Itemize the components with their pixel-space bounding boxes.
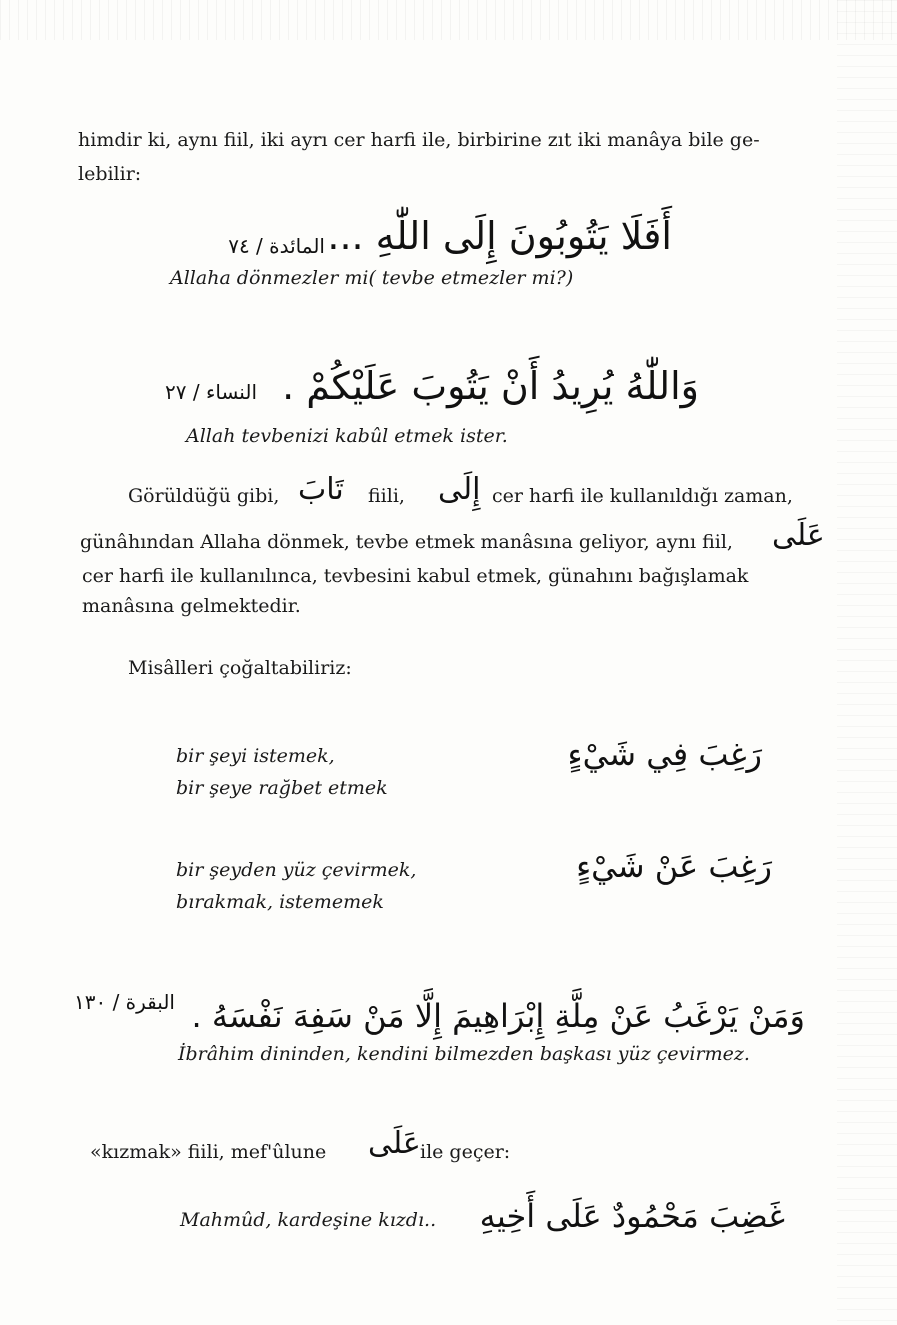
- paragraph-line-5: Misâlleri çoğaltabiliriz:: [128, 657, 352, 679]
- paragraph-line-1a: Görüldüğü gibi,: [128, 485, 280, 507]
- arabic-inline-ala-2: عَلَى: [368, 1126, 421, 1161]
- paragraph-line-6a: «kızmak» fiili, mef'ûlune: [90, 1141, 327, 1163]
- arabic-example-1-ref: المائدة / ٧٤: [228, 234, 325, 258]
- misal-1-line-2: bir şeye rağbet etmek: [176, 777, 388, 799]
- translation-4: Mahmûd, kardeşine kızdı..: [180, 1209, 437, 1231]
- translation-3: İbrâhim dininden, kendini bilmezden başkası yüz çevirmez.: [178, 1043, 750, 1065]
- misal-1-arabic: رَغِبَ فِي شَيْءٍ: [567, 735, 762, 773]
- text-line-1: himdir ki, aynı fiil, iki ayrı cer harfi ile, birbirine zıt iki manâya bile ge-: [78, 129, 760, 151]
- arabic-example-3-ref: البقرة / ١٣٠: [73, 990, 175, 1014]
- arabic-example-4: غَضِبَ مَحْمُودٌ عَلَى أَخِيهِ: [479, 1197, 785, 1235]
- paragraph-line-3: cer harfi ile kullanılınca, tevbesini kabul etmek, günahını bağışlamak: [82, 565, 749, 587]
- arabic-inline-ala: عَلَى: [772, 518, 825, 553]
- misal-1-line-1: bir şeyi istemek,: [176, 745, 335, 767]
- arabic-example-2: وَاللّٰهُ يُرِيدُ أَنْ يَتُوبَ عَلَيْكُمْ .: [282, 364, 699, 408]
- arabic-example-1: [327, 212, 672, 260]
- arabic-inline-tab: تَابَ: [298, 472, 344, 507]
- scan-noise-top: [0, 0, 897, 40]
- text-line-2: lebilir:: [78, 163, 142, 185]
- translation-1: Allaha dönmezler mi( tevbe etmezler mi?): [170, 267, 574, 289]
- translation-2: Allah tevbenizi kabûl etmek ister.: [186, 425, 508, 447]
- misal-2-line-2: bırakmak, istememek: [176, 891, 384, 913]
- paragraph-line-1c: cer harfi ile kullanıldığı zaman,: [492, 485, 793, 507]
- scan-noise-right: [837, 0, 897, 1325]
- misal-2-arabic: رَغِبَ عَنْ شَيْءٍ: [576, 847, 772, 885]
- paragraph-line-4: manâsına gelmektedir.: [82, 595, 301, 617]
- arabic-inline-ila: إِلَى: [438, 472, 481, 507]
- misal-2-line-1: bir şeyden yüz çevirmek,: [176, 859, 417, 881]
- paragraph-line-2: günâhından Allaha dönmek, tevbe etmek manâsına geliyor, aynı fiil,: [80, 531, 733, 553]
- arabic-example-1-text: أَفَلَا يَتُوبُونَ إِلَى اللّٰهِ ...: [327, 214, 672, 258]
- arabic-example-3: وَمَنْ يَرْغَبُ عَنْ مِلَّةِ إِبْرَاهِيمَ إِلَّا مَنْ سَفِهَ نَفْسَهُ .: [191, 997, 805, 1035]
- arabic-example-2-ref: النساء / ٢٧: [165, 380, 257, 404]
- paragraph-line-1b: fiili,: [368, 485, 405, 507]
- paragraph-line-6b: ile geçer:: [420, 1141, 511, 1163]
